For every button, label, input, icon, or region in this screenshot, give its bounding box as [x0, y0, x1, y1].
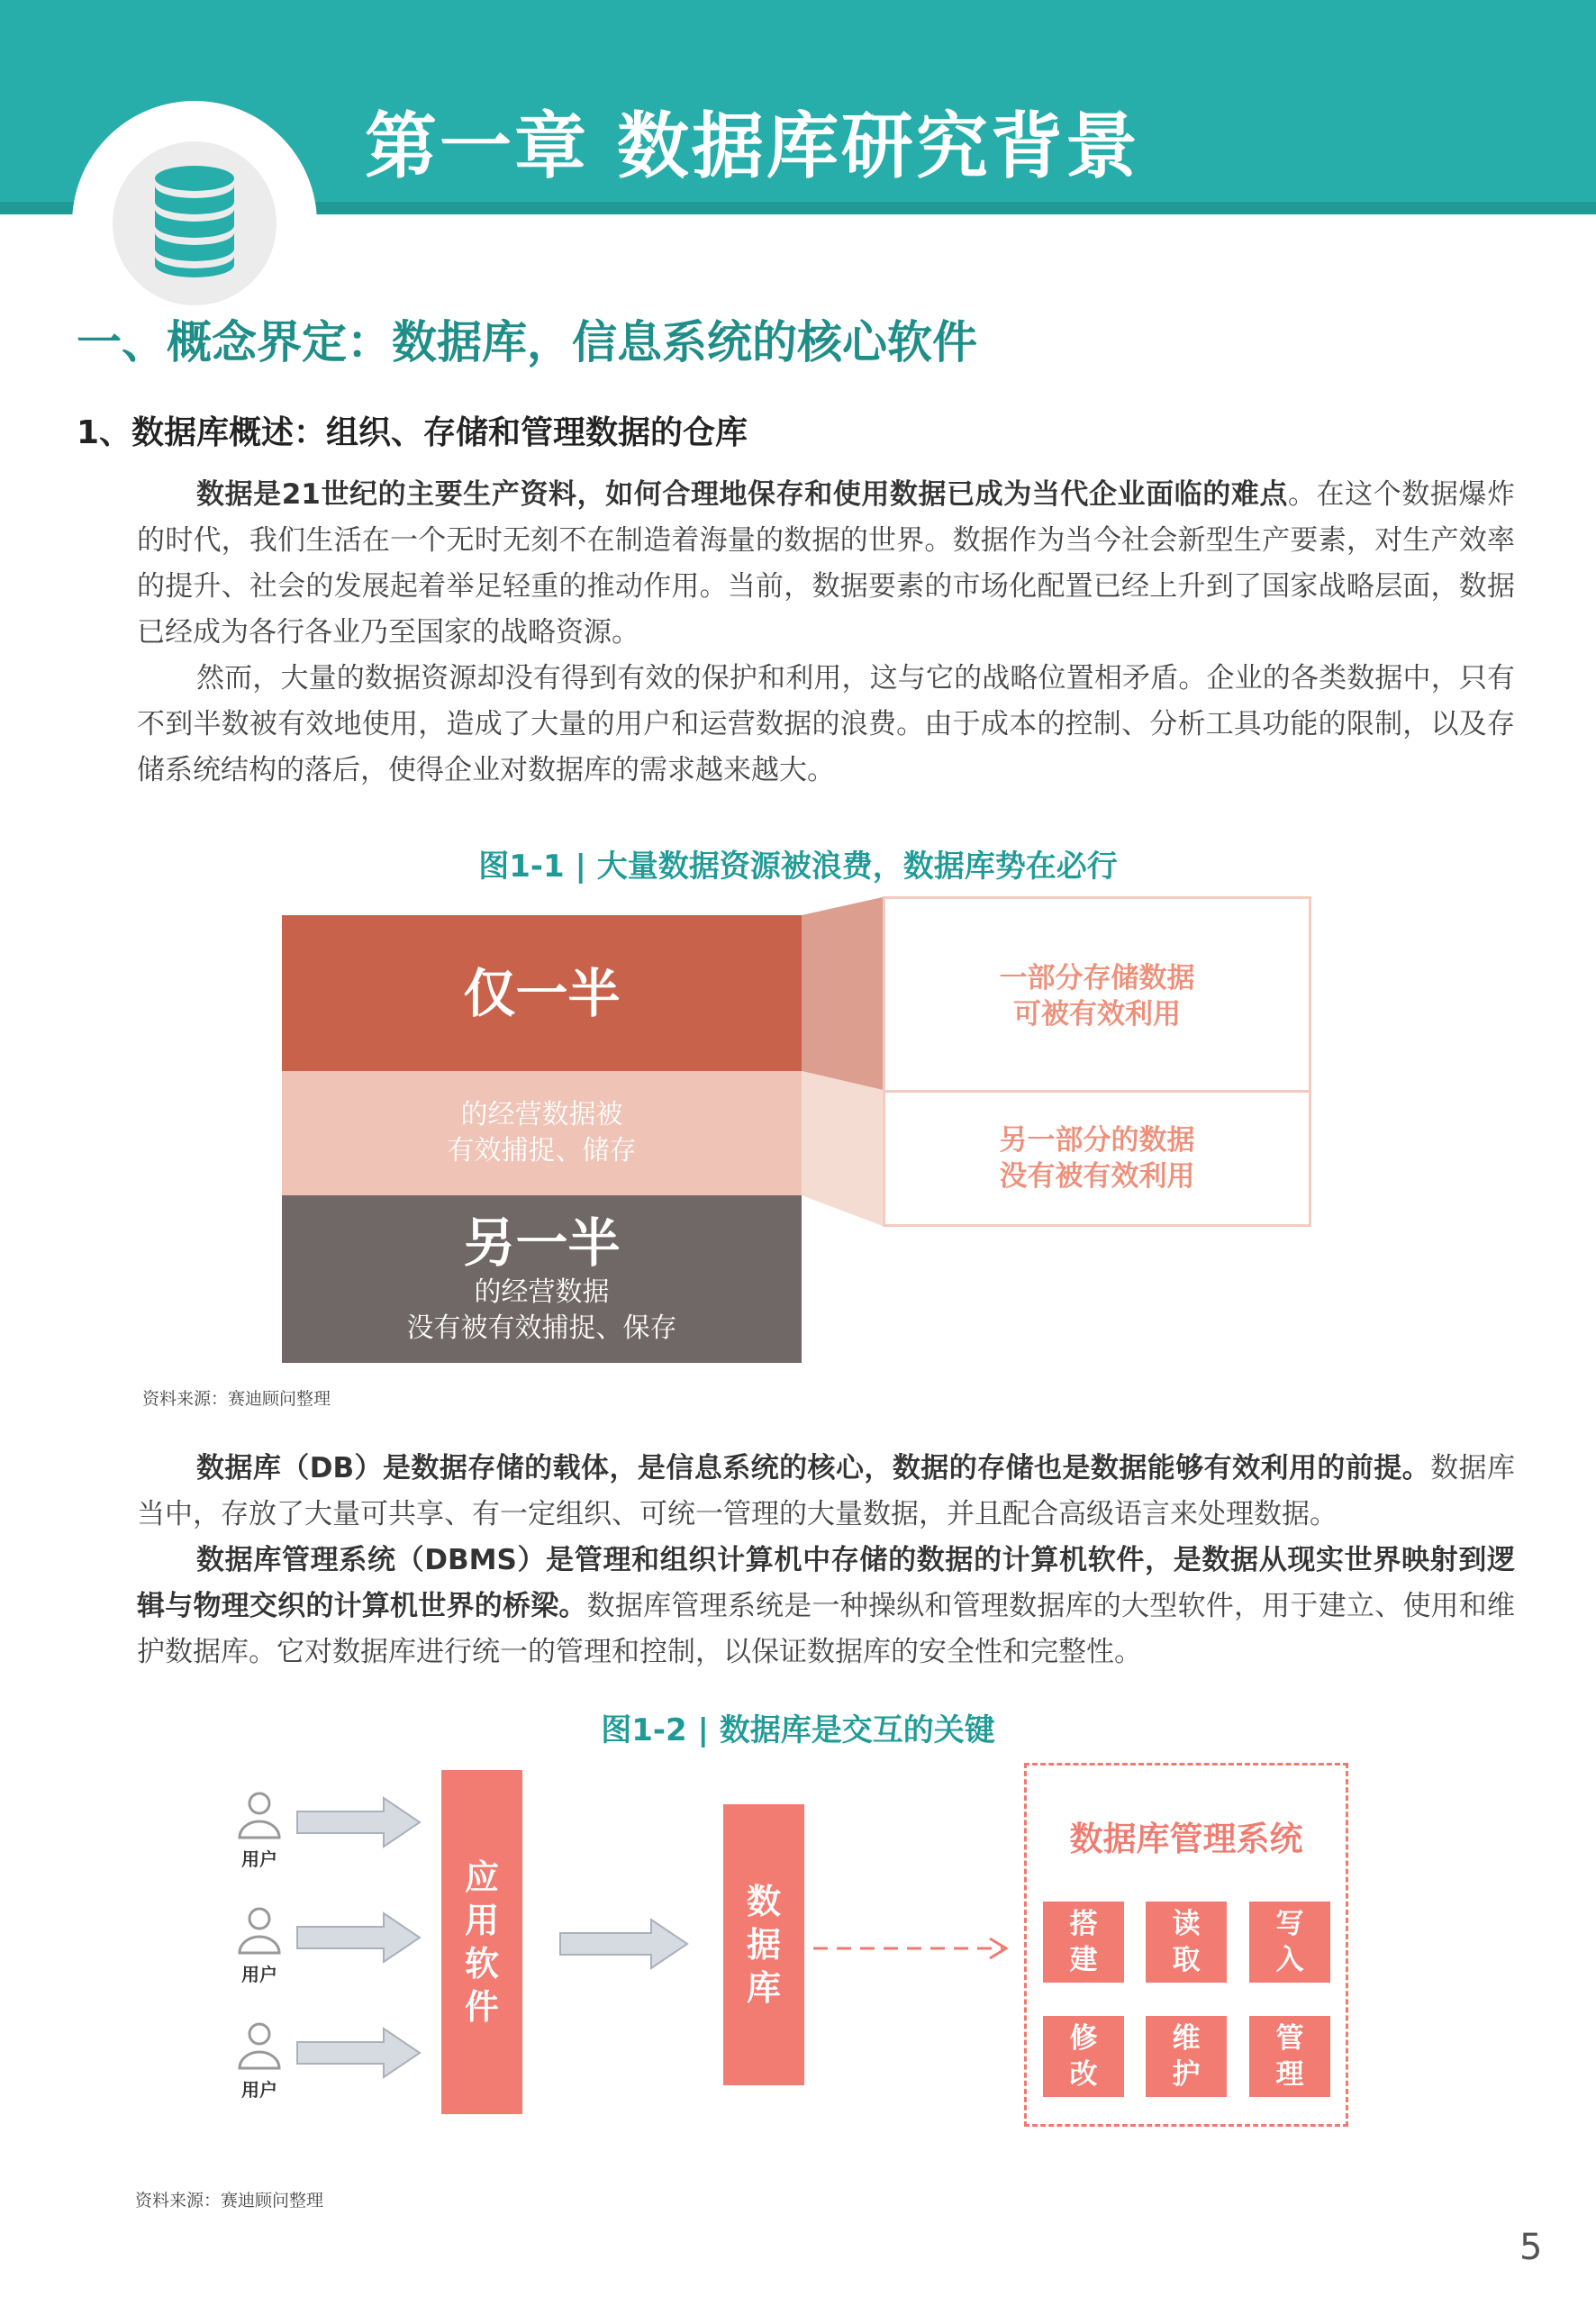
- arrow-right-icon: [295, 2026, 422, 2080]
- application-char: 软: [464, 1944, 499, 1984]
- paragraph-1: [137, 472, 1515, 656]
- database-char: 库: [746, 1968, 781, 2008]
- chapter-title: 第一章 数据库研究背景: [365, 104, 1140, 188]
- paragraph-3-text: 数据库当中，存放了大量可共享、有一定组织、可统一管理的大量数据，并且配合高级语言来处理数据。: [137, 1452, 1515, 1530]
- user-node: [232, 2021, 286, 2102]
- figure-1-connector: [802, 897, 883, 1226]
- half-captured-label: 仅一半: [463, 962, 621, 1024]
- half-captured-desc-line1: 的经营数据被: [460, 1099, 623, 1130]
- half-captured-desc-line2: 有效捕捉、储存: [447, 1135, 637, 1167]
- op-char: 维: [1172, 2022, 1201, 2055]
- arrow-right-icon: [558, 1917, 689, 1971]
- paragraph-3: [137, 1446, 1515, 1538]
- op-char: 建: [1069, 1944, 1098, 1976]
- op-write: [1249, 1902, 1330, 1983]
- user-icon: [236, 2021, 283, 2072]
- paragraph-4: [137, 1538, 1515, 1675]
- user-label: 用户: [241, 1964, 277, 1985]
- subsection-title: 1、数据库概述：组织、存储和管理数据的仓库: [77, 414, 748, 451]
- user-icon: [236, 1906, 283, 1956]
- half-captured-block: [282, 915, 802, 1071]
- op-char: 搭: [1069, 1908, 1098, 1940]
- half-uncaptured-desc-line2: 没有被有效捕捉、保存: [406, 1312, 677, 1344]
- database-icon: [151, 164, 238, 279]
- usable-data-line1: 一部分存储数据: [999, 961, 1195, 994]
- arrow-right-icon: [295, 1795, 422, 1849]
- dashed-arrow-icon: [813, 1935, 1011, 1962]
- op-char: 改: [1069, 2058, 1098, 2091]
- half-captured-desc-block: [282, 1071, 802, 1195]
- paragraph-4-emphasis: 数据库管理系统（DBMS）是管理和组织计算机中存储的数据的计算机软件，是数据从现实世界映射到逻辑与物理交织的计算机世界的桥梁。: [137, 1544, 1515, 1622]
- unused-data-line2: 没有被有效利用: [999, 1160, 1195, 1193]
- paragraph-3-emphasis: 数据库（DB）是数据存储的载体，是信息系统的核心，数据的存储也是数据能够有效利用的前提。: [196, 1452, 1431, 1484]
- op-char: 理: [1275, 2058, 1304, 2091]
- figure-2-title: 图1-2 | 数据库是交互的关键: [601, 1712, 995, 1748]
- application-char: 件: [464, 1987, 499, 2027]
- dbms-title: 数据库管理系统: [1069, 1820, 1303, 1858]
- half-uncaptured-desc-line1: 的经营数据: [474, 1276, 610, 1308]
- database-char: 据: [746, 1925, 781, 1965]
- user-label: 用户: [241, 2079, 277, 2101]
- application-software-block: [441, 1770, 522, 2114]
- application-char: 用: [464, 1901, 499, 1940]
- unused-data-box: [883, 1090, 1311, 1227]
- usable-data-line2: 可被有效利用: [1013, 997, 1181, 1030]
- op-char: 入: [1275, 1944, 1304, 1976]
- user-label: 用户: [241, 1848, 277, 1870]
- half-uncaptured-block: [282, 1195, 802, 1363]
- database-block: [723, 1804, 804, 2085]
- user-node: [232, 1791, 286, 1871]
- op-char: 取: [1172, 1944, 1201, 1976]
- database-char: 数: [746, 1882, 781, 1921]
- figure-1-source: 资料来源：赛迪顾问整理: [142, 1389, 331, 1409]
- user-icon: [236, 1791, 283, 1841]
- user-node: [232, 1906, 286, 1986]
- paragraph-2: 然而，大量的数据资源却没有得到有效的保护和利用，这与它的战略位置相矛盾。企业的各类数据中，只有不到半数被有效地使用，造成了大量的用户和运营数据的浪费。由于成本的控制、分析工具功能的限制，以及存储系统结构的落后，使得企业对数据库的需求越来越大。: [137, 662, 1515, 786]
- op-char: 修: [1069, 2022, 1098, 2055]
- op-char: 护: [1172, 2058, 1201, 2091]
- op-maintain: [1146, 2016, 1227, 2097]
- paragraph-1-text: 。在这个数据爆炸的时代，我们生活在一个无时无刻不在制造着海量的数据的世界。数据作为当今社会新型生产要素，对生产效率的提升、社会的发展起着举足轻重的推动作用。当前，数据要素的市场化配置已经上升到了国家战略层面，数据已经成为各行各业乃至国家的战略资源。: [137, 478, 1516, 649]
- op-char: 写: [1275, 1908, 1304, 1940]
- op-char: 读: [1172, 1908, 1201, 1940]
- op-manage: [1249, 2016, 1330, 2097]
- usable-data-box: [883, 896, 1311, 1095]
- half-uncaptured-label: 另一半: [463, 1212, 621, 1274]
- section-title: 一、概念界定：数据库，信息系统的核心软件: [77, 316, 977, 368]
- application-char: 应: [464, 1857, 499, 1897]
- figure-1-title: 图1-1 | 大量数据资源被浪费，数据库势在必行: [478, 849, 1118, 885]
- paragraph-1-emphasis: 数据是21世纪的主要生产资料，如何合理地保存和使用数据已成为当代企业面临的难点: [196, 478, 1288, 511]
- paragraph-4-text: 数据库管理系统是一种操纵和管理数据库的大型软件，用于建立、使用和维护数据库。它对数据库进行统一的管理和控制，以保证数据库的安全性和完整性。: [137, 1590, 1516, 1668]
- page-number: 5: [1519, 2227, 1543, 2268]
- op-char: 管: [1275, 2022, 1304, 2055]
- unused-data-line1: 另一部分的数据: [999, 1124, 1195, 1157]
- figure-2-source: 资料来源：赛迪顾问整理: [135, 2191, 324, 2211]
- op-read: [1146, 1902, 1227, 1983]
- op-modify: [1043, 2016, 1124, 2097]
- arrow-right-icon: [295, 1911, 422, 1965]
- op-build: [1043, 1902, 1124, 1983]
